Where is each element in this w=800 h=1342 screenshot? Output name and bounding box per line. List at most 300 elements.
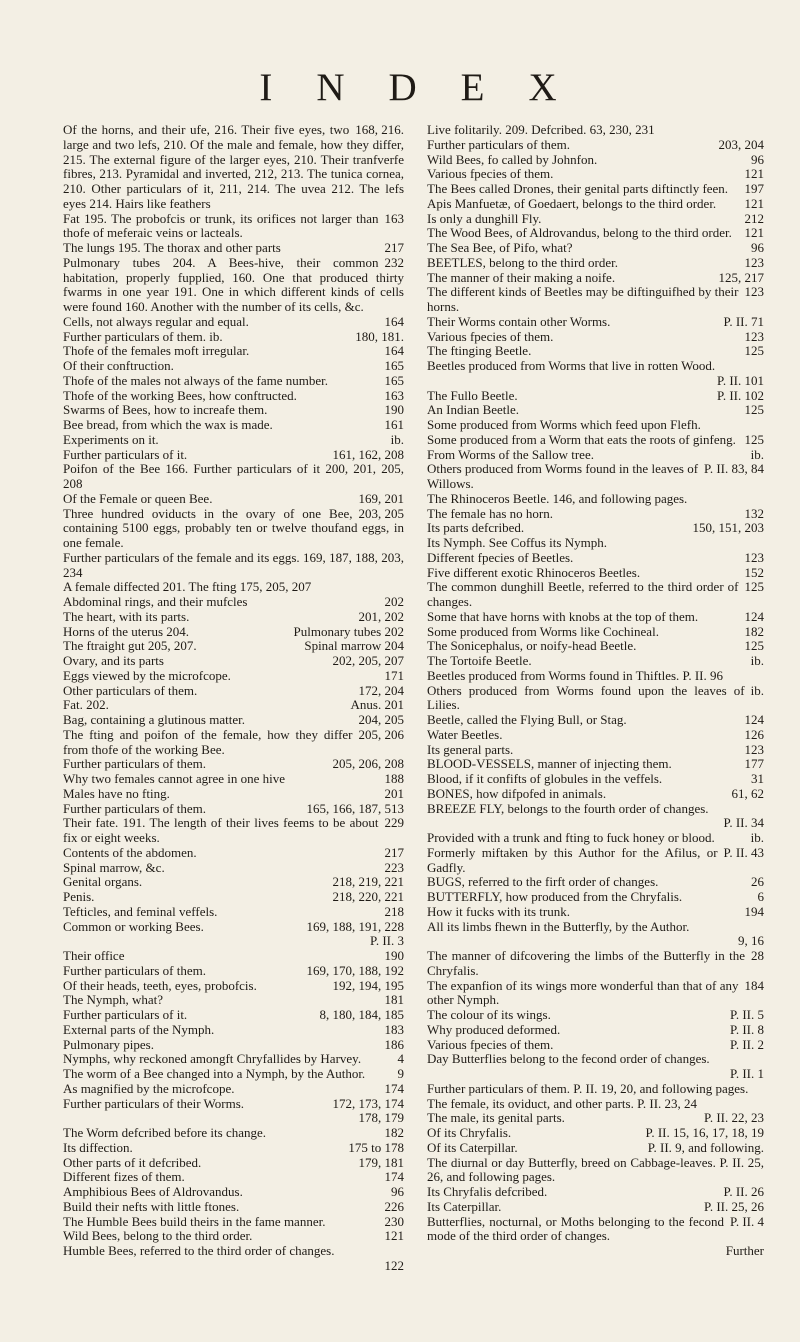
entry-text: The fting and poifon of the female, how they differ from thofe of the working Bee. [63,726,353,757]
index-entry [63,1097,404,1112]
index-entry [63,212,404,242]
index-entry [427,802,764,817]
index-entry [63,1141,404,1156]
entry-text: Ovary, and its parts [63,653,164,668]
page-reference: 202 [384,594,404,609]
page-reference: 125 [744,343,764,359]
page-reference: 122 [384,1257,404,1273]
index-entry [63,728,404,758]
index-entry [63,610,404,625]
entry-text: The male, its genital parts. [427,1110,565,1126]
entry-text: Its parts defcribed. [427,520,525,536]
index-entry [63,551,404,581]
page-reference: 232 [384,254,404,270]
entry-text: Build their nefts with little ftones. [63,1198,240,1214]
page-reference: 168, 216. [355,122,404,137]
page-header: INDEX [259,66,601,109]
index-entry [63,949,404,964]
entry-text: The ftinging Beetle. [427,343,532,359]
index-entry [427,610,764,625]
page-reference: 174 [384,1169,404,1185]
entry-text: Beetles produced from Worms that live in rotten Wood. [427,358,716,373]
entry-text: Various fpecies of them. [427,328,554,344]
page-reference: 230 [384,1213,404,1229]
page-reference: 26 [751,874,764,890]
index-entry [63,123,404,212]
index-entry [427,492,764,507]
entry-text: Abdominal rings, and their mufcles [63,594,248,609]
index-entry [63,1008,404,1023]
entry-text: Five different exotic Rhinoceros Beetles. [427,564,641,580]
page-reference: Further [725,1243,764,1258]
entry-text: As magnified by the microfcope. [63,1080,235,1096]
page-reference: 28 [751,948,764,963]
index-entry [63,359,404,374]
page-reference: 226 [384,1198,404,1214]
entry-text: Further particulars of it. [63,446,188,462]
page-reference: 175 to 178 [348,1139,404,1155]
entry-text: Some produced from Worms which feed upon Flefh. [427,417,701,432]
entry-text: Of its Chryfalis. [427,1125,512,1140]
page-reference: 125 [744,638,764,654]
index-entry [427,566,764,581]
index-entry [427,256,764,271]
index-column-left [63,123,404,1274]
index-entry [63,344,404,359]
page-reference: P. II. 71 [723,313,764,329]
page-reference: 181 [384,992,404,1008]
entry-text: The Fullo Beetle. [427,387,518,403]
index-entry [427,934,764,949]
entry-text: Further particulars of them. [63,800,206,816]
index-entry [63,433,404,448]
page-reference: 172, 173, 174 [332,1095,404,1111]
index-entry [427,743,764,758]
page-reference: 9, 16 [738,933,764,949]
entry-text: The common dunghill Beetle, referred to the third order of changes. [427,579,739,609]
page-reference: 190 [384,948,404,963]
entry-text: The heart, with its parts. [63,608,190,624]
index-entry [427,639,764,654]
page-reference: 178, 179 [358,1110,404,1126]
page-reference: 9 [397,1066,404,1081]
page-reference: 169, 188, 191, 228 [306,918,404,934]
entry-text: Of their conftruction. [63,358,174,373]
page-reference: 121 [384,1228,404,1244]
entry-text: Some that have horns with knobs at the top of them. [427,608,699,624]
page-reference: 4 [397,1051,404,1067]
entry-text: Other parts of it defcribed. [63,1154,202,1170]
index-entry [427,654,764,669]
page-reference: P. II. 83, 84 [704,461,764,477]
index-entry [427,153,764,168]
page-reference: 217 [384,844,404,860]
index-entry [63,1215,404,1230]
entry-text: The colour of its wings. [427,1007,551,1022]
entry-text: Blood, if it confifts of globules in the veffels. [427,771,663,786]
entry-text: Its diffection. [63,1139,133,1155]
page-reference: 96 [751,151,764,167]
index-entry [63,698,404,713]
entry-text: Why produced deformed. [427,1021,561,1037]
index-entry [427,669,764,684]
page-reference: P. II. 4 [730,1213,764,1229]
index-entry [63,1244,404,1259]
index-entry [427,138,764,153]
index-entry [427,1067,764,1082]
index-entry [427,949,764,979]
index-entry [427,625,764,640]
index-entry [427,197,764,212]
entry-text: The Sonicephalus, or noify-head Beetle. [427,638,637,654]
page-reference: 164 [384,313,404,329]
entry-text: The manner of difcovering the limbs of the Butterfly in the Chryfalis. [427,948,745,978]
page-reference: 197 [744,181,764,196]
entry-text: Genital organs. [63,874,143,890]
page-reference: 125 [744,579,764,595]
page-reference: P. II. 8 [730,1021,764,1037]
page-reference: 125, 217 [718,269,764,285]
page-reference: 218, 219, 221 [332,874,404,890]
entry-text: An Indian Beetle. [427,402,520,418]
index-entry [63,1229,404,1244]
index-entry [63,802,404,817]
index-entry [63,330,404,345]
entry-text: The Bees called Drones, their genital parts diftinctly feen. [427,181,729,196]
entry-text: Their office [63,948,125,963]
index-entry [427,241,764,256]
page-reference: 61, 62 [731,785,764,801]
entry-text: Three hundred oviducts in the ovary of one Bee, containing 5100 eggs, probably ten or twelve thoufand eggs, in one female. [63,505,404,550]
index-entry [427,1111,764,1126]
entry-text: Why two females cannot agree in one hive [63,771,285,786]
index-entry [427,1244,764,1259]
entry-text: The diurnal or day Butterfly, breed on Cabbage-leaves. P. II. 25, 26, and following pages. [427,1154,764,1185]
page-reference: P. II. 34 [723,815,764,831]
index-entry [63,816,404,846]
page-reference: 121 [744,225,764,241]
page-reference: 96 [391,1184,404,1199]
entry-text: The Tortoife Beetle. [427,653,532,668]
page-reference: 174 [384,1080,404,1096]
index-entry [63,1052,404,1067]
page-reference: 190 [384,402,404,418]
page-reference: Pulmonary tubes 202 [293,623,404,639]
index-entry [427,212,764,227]
page-reference: 218 [384,903,404,919]
entry-text: Pulmonary tubes 204. A Bees-hive, their common habitation, properly fupplied, 160. One that produced thirty fwarms in one year 191. One in which different kinds of cells were found 160. Another with the number of its cells, &c. [63,254,404,314]
index-entry [63,403,404,418]
entry-text: Horns of the uterus 204. [63,623,190,639]
index-entry [63,492,404,507]
index-entry [427,1215,764,1245]
page-reference: 150, 151, 203 [692,520,764,536]
entry-text: Butterflies, nocturnal, or Moths belonging to the fecond mode of the third order of changes. [427,1213,725,1244]
entry-text: Its general parts. [427,741,514,757]
index-entry [427,846,764,876]
page-reference: 201 [384,785,404,801]
index-entry [427,1156,764,1186]
page-reference: 179, 181 [358,1154,404,1170]
entry-text: Of its Caterpillar. [427,1139,518,1155]
index-entry [63,684,404,699]
index-entry [427,905,764,920]
index-entry [427,920,764,935]
index-entry [427,344,764,359]
index-entry [63,890,404,905]
index-entry [427,507,764,522]
index-entry [427,1141,764,1156]
index-entry [63,462,404,492]
page-reference: 123 [744,254,764,270]
index-entry [427,1038,764,1053]
index-entry [63,713,404,728]
page-reference: P. II. 25, 26 [704,1198,764,1214]
index-entry [427,521,764,536]
entry-text: From Worms of the Sallow tree. [427,446,594,462]
entry-text: Further particulars of the female and its eggs. 169, 187, 188, 203, 234 [63,549,404,580]
entry-text: Poifon of the Bee 166. Further particulars of it 200, 201, 205, 208 [63,461,404,491]
entry-text: Amphibious Bees of Aldrovandus. [63,1184,243,1199]
index-entry [63,507,404,551]
index-entry [63,757,404,772]
entry-text: Its Caterpillar. [427,1198,502,1214]
entry-text: Bee bread, from which the wax is made. [63,417,273,432]
entry-text: Pulmonary pipes. [63,1036,154,1052]
page-reference: 123 [744,284,764,300]
entry-text: Some produced from a Worm that eats the roots of ginfeng. [427,431,736,447]
page-reference: 182 [384,1125,404,1140]
entry-text: Of the horns, and their ufe, 216. Their five eyes, two large and two lefs, 210. Of the male and female, how they differ, 215. The external figure of the larger eyes, 210. Their tranfverfe fibres, 213. Pyramidal and inverted, 212, 213. The tunica cornea, 210. Other particulars of it, 211, 214. The uvea 212. The lefs eyes 214. Hairs like feathers [63,122,404,211]
entry-text: Various fpecies of them. [427,1036,554,1052]
index-entry [63,1259,404,1274]
page-reference: 165 [384,372,404,388]
entry-text: Of the Female or queen Bee. [63,490,213,506]
page-reference: ib. [750,446,764,462]
page-reference: 152 [744,564,764,580]
index-entry [427,1126,764,1141]
index-entry [63,654,404,669]
page-reference: 203, 205 [358,505,404,521]
page-reference: 31 [751,771,764,786]
index-entry [63,1126,404,1141]
entry-text: Different fizes of them. [63,1169,185,1185]
entry-text: How it fucks with its trunk. [427,903,570,919]
index-entry [63,1023,404,1038]
page-reference: 125 [744,431,764,447]
page-reference: 121 [744,166,764,182]
page-reference: 161, 162, 208 [332,446,404,462]
page-reference: 203, 204 [718,136,764,152]
page-reference: 161 [384,417,404,432]
index-entry [427,374,764,389]
index-entry [427,1097,764,1112]
page-reference: 164 [384,343,404,359]
page-reference: 212 [744,210,764,226]
index-entry [63,1111,404,1126]
index-entry [427,1185,764,1200]
index-entry [427,1023,764,1038]
entry-text: Others produced from Worms found in the leaves of Willows. [427,461,699,491]
entry-text: Others produced from Worms found upon the leaves of Lilies. [427,682,745,713]
entry-text: BLOOD-VESSELS, manner of injecting them. [427,756,672,772]
entry-text: BEETLES, belong to the third order. [427,254,618,270]
page-reference: 177 [744,756,764,772]
entry-text: Apis Manfuetæ, of Goedaert, belongs to the third order. [427,195,717,211]
index-entry [427,1082,764,1097]
entry-text: Swarms of Bees, how to increafe them. [63,402,268,418]
index-entry [63,875,404,890]
entry-text: Beetle, called the Flying Bull, or Stag. [427,712,627,727]
page-reference: P. II. 43 [723,844,764,860]
entry-text: Fat. 202. [63,697,109,713]
index-entry [63,669,404,684]
index-entry [63,418,404,433]
page-reference: Anus. 201 [350,697,404,713]
entry-text: BUTTERFLY, how produced from the Chryfalis. [427,889,683,904]
page-reference: 205, 206 [358,726,404,742]
index-entry [427,448,764,463]
page-reference: 169, 201 [358,490,404,506]
page-reference: 96 [751,240,764,255]
entry-text: Humble Bees, referred to the third order of changes. [63,1243,335,1258]
page-reference: P. II. 3 [370,933,404,949]
page-reference: Spinal marrow 204 [304,638,404,654]
index-entry [63,389,404,404]
entry-text: A female diffected 201. The fting 175, 205, 207 [63,579,312,595]
entry-text: The Rhinoceros Beetle. 146, and following pages. [427,490,688,506]
page-reference: 8, 180, 184, 185 [319,1007,404,1022]
page-reference: 163 [384,387,404,403]
entry-text: The female has no horn. [427,505,553,521]
index-entry [427,330,764,345]
page-reference: ib. [390,431,404,447]
page-reference: 218, 220, 221 [332,889,404,904]
page-reference: 184 [744,977,764,993]
index-entry [427,123,764,138]
page-reference: 188 [384,771,404,786]
entry-text: Further particulars of them. ib. [63,328,223,344]
entry-text: BONES, how difpofed in animals. [427,785,607,801]
index-entry [427,979,764,1009]
entry-text: Spinal marrow, &c. [63,859,165,875]
entry-text: Live folitarily. 209. Defcribed. 63, 230, 231 [427,122,655,137]
page-reference: 223 [384,859,404,875]
entry-text: Some produced from Worms like Cochineal. [427,623,659,639]
entry-text: The Wood Bees, of Aldrovandus, belong to the third order. [427,225,732,241]
index-entry [427,684,764,714]
entry-text: Further particulars of it. [63,1007,188,1022]
index-entry [427,182,764,197]
entry-text: Its Nymph. See Coffus its Nymph. [427,535,607,550]
entry-text: Thofe of the working Bees, how conftructed. [63,387,297,403]
entry-text: Further particulars of them. [63,962,206,978]
entry-text: The Humble Bees build theirs in the fame manner. [63,1213,326,1229]
entry-text: Its Chryfalis defcribed. [427,1184,548,1199]
page-reference: ib. [750,682,764,698]
page-reference: 202, 205, 207 [332,653,404,668]
page-reference: 124 [744,712,764,727]
entry-text: Various fpecies of them. [427,166,554,182]
page-reference: 165, 166, 187, 513 [306,800,404,816]
index-entry [63,625,404,640]
index-entry [427,433,764,448]
entry-text: The female, its oviduct, and other parts. P. II. 23, 24 [427,1095,698,1111]
entry-text: The ftraight gut 205, 207. [63,638,197,654]
index-entry [63,639,404,654]
entry-text: Tefticles, and feminal veffels. [63,903,218,919]
entry-text: Beetles produced from Worms found in Thiftles. P. II. 96 [427,667,723,683]
entry-text: All its limbs fhewn in the Butterfly, by the Author. [427,918,690,934]
entry-text: Common or working Bees. [63,918,204,934]
entry-text: The manner of their making a noife. [427,269,616,285]
index-entry [427,728,764,743]
page-reference: 123 [744,549,764,565]
entry-text: Their Worms contain other Worms. [427,313,611,329]
page-reference: 204, 205 [358,712,404,727]
page-reference: P. II. 102 [717,387,764,403]
index-entry [63,772,404,787]
index-entry [427,285,764,315]
index-entry [427,890,764,905]
index-entry [427,315,764,330]
page-reference: 171 [384,667,404,683]
entry-text: Day Butterflies belong to the fecond order of changes. [427,1051,710,1067]
index-entry [63,1170,404,1185]
index-entry [63,905,404,920]
entry-text: The expanfion of its wings more wonderful than that of any other Nymph. [427,977,739,1008]
index-entry [427,713,764,728]
page-reference: 125 [744,402,764,418]
entry-text: Provided with a trunk and fting to fuck honey or blood. [427,830,715,845]
entry-text: Is only a dunghill Fly. [427,210,542,226]
index-entry [427,757,764,772]
entry-text: Males have no fting. [63,785,170,801]
index-entry [427,580,764,610]
index-entry [427,403,764,418]
entry-text: Penis. [63,889,95,904]
entry-text: Bag, containing a glutinous matter. [63,712,245,727]
entry-text: Other particulars of them. [63,682,198,698]
page-reference: 172, 204 [358,682,404,698]
entry-text: Thofe of the males not always of the fame number. [63,372,328,388]
index-entry [427,787,764,802]
entry-text: Of their heads, teeth, eyes, probofcis. [63,977,257,993]
entry-text: Further particulars of their Worms. [63,1095,245,1111]
index-entry [427,772,764,787]
page-reference: ib. [750,830,764,845]
index-entry [63,1200,404,1215]
page-reference: 132 [744,505,764,521]
page-reference: P. II. 1 [730,1066,764,1081]
index-entry [427,875,764,890]
page-reference: 123 [744,741,764,757]
index-entry [63,1082,404,1097]
index-entry [427,1052,764,1067]
entry-text: The Sea Bee, of Pifo, what? [427,240,573,255]
index-entry [427,551,764,566]
page-reference: P. II. 101 [717,372,764,388]
index-entry [427,462,764,492]
entry-text: The Worm defcribed before its change. [63,1125,267,1140]
index-entry [427,816,764,831]
entry-text: Nymphs, why reckoned amongft Chryfallides by Harvey. [63,1051,362,1067]
page-reference: 205, 206, 208 [332,756,404,772]
entry-text: Eggs viewed by the microfcope. [63,667,231,683]
page-reference: 124 [744,608,764,624]
page-reference: 183 [384,1021,404,1037]
entry-text: The worm of a Bee changed into a Nymph, by the Author. [63,1066,366,1081]
